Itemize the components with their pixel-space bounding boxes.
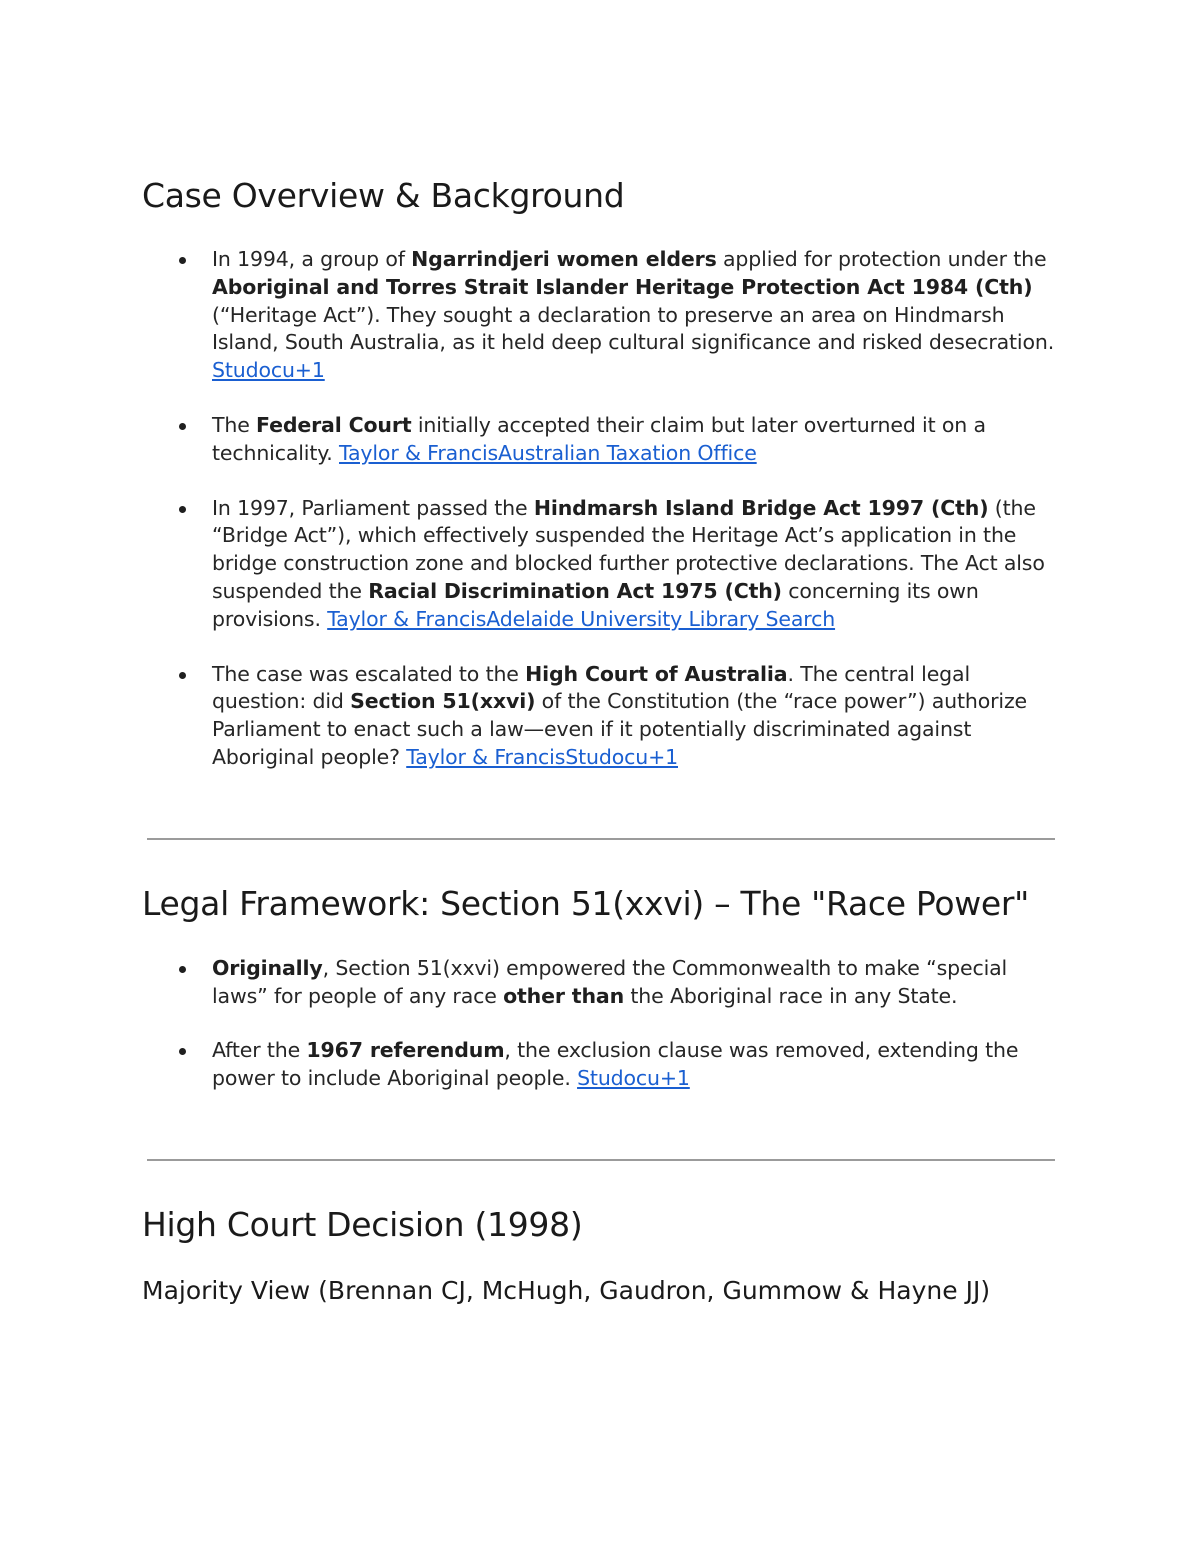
bold-text: Aboriginal and Torres Strait Islander Heritage Protection Act 1984 (Cth)	[212, 274, 1033, 299]
bullet-icon	[179, 1048, 186, 1055]
text-run: , the exclusion clause was removed, extending the power to include Aboriginal people.	[212, 1038, 1019, 1091]
section-divider	[147, 1159, 1055, 1161]
document-page	[142, 168, 1062, 1309]
text-run: (“Heritage Act”). They sought a declaration to preserve an area on Hindmarsh Island, South Australia, as it held deep cultural significance and risked desecration.	[212, 302, 1055, 355]
text-run: applied for protection under the	[716, 247, 1047, 271]
source-link[interactable]: Studocu+1	[212, 358, 325, 383]
source-link[interactable]: Taylor & FrancisAdelaide University Library Search	[327, 606, 836, 631]
legal-framework-list	[142, 955, 1062, 1093]
bold-text: Section 51(xxvi)	[350, 689, 536, 714]
bold-text: Racial Discrimination Act 1975 (Cth)	[368, 578, 782, 603]
source-link[interactable]: Taylor & FrancisAustralian Taxation Office	[339, 440, 757, 465]
list-item	[142, 1037, 1062, 1093]
text-run: . The central legal question: did	[212, 661, 971, 714]
list-item	[142, 412, 1062, 468]
bold-text: High Court of Australia	[525, 661, 788, 686]
list-item	[142, 246, 1062, 385]
subheading-majority-view: Majority View (Brennan CJ, McHugh, Gaudron, Gummow & Hayne JJ)	[142, 1275, 991, 1305]
source-link[interactable]: Taylor & FrancisStudocu+1	[406, 744, 678, 769]
bullet-icon	[179, 506, 186, 513]
section-divider	[147, 838, 1055, 840]
text-run: The case was escalated to the	[212, 661, 526, 686]
text-run: In 1994, a group of	[212, 247, 412, 271]
text-run: (the “Bridge Act”), which effectively suspended the Heritage Act’s application in the bridge construction zone and blocked further protective declarations. The Act also suspended the	[212, 495, 1045, 603]
list-item	[142, 661, 1062, 772]
text-run: After the	[212, 1038, 307, 1063]
heading-high-court-decision: High Court Decision (1998)	[142, 1204, 583, 1244]
text-run: initially accepted their claim but later overturned it on a technicality.	[212, 412, 986, 465]
case-overview-list	[142, 246, 1062, 772]
bold-text: Hindmarsh Island Bridge Act 1997 (Cth)	[533, 495, 989, 520]
list-item	[142, 955, 1062, 1011]
text-run: the Aboriginal race in any State.	[624, 983, 958, 1008]
heading-legal-framework: Legal Framework: Section 51(xxvi) – The "Race Power"	[142, 883, 1030, 923]
bullet-icon	[179, 257, 186, 264]
text-run: of the Constitution (the “race power”) authorize Parliament to enact such a law—even if it potentially discriminated against Aboriginal people?	[212, 689, 1028, 769]
list-item	[142, 495, 1062, 634]
bullet-icon	[179, 423, 186, 430]
bold-text: other than	[503, 983, 625, 1008]
bold-text: Originally	[212, 955, 323, 980]
text-run: The	[212, 412, 257, 437]
bullet-icon	[179, 672, 186, 679]
source-link[interactable]: Studocu+1	[577, 1066, 690, 1091]
bold-text: 1967 referendum	[306, 1038, 505, 1063]
text-run: , Section 51(xxvi) empowered the Commonwealth to make “special laws” for people of any race	[212, 955, 1008, 1008]
bold-text: Ngarrindjeri women elders	[411, 247, 717, 271]
heading-case-overview: Case Overview & Background	[142, 176, 625, 215]
bold-text: Federal Court	[256, 412, 412, 437]
text-run: In 1997, Parliament passed the	[212, 495, 534, 520]
text-run: concerning its own provisions.	[212, 578, 979, 631]
bullet-icon	[179, 966, 186, 973]
